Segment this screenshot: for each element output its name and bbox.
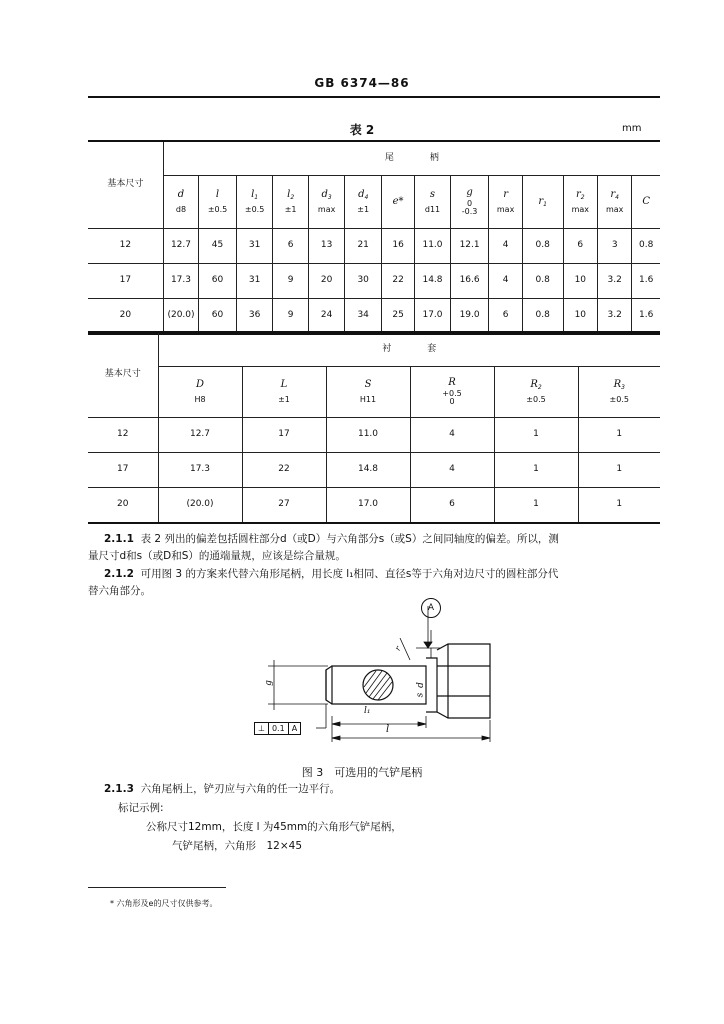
tolerance-value: 0.1	[269, 723, 289, 734]
symbol: d	[177, 189, 185, 201]
para-number: 2.1.3	[104, 783, 134, 795]
para-number: 2.1.1	[104, 533, 134, 545]
table-cell: 1	[578, 418, 660, 453]
table-cell: 1	[578, 453, 660, 488]
tolerance-text-lower: 0	[449, 397, 455, 407]
symbol-subscript: 2	[580, 194, 585, 202]
table-cell: (20.0)	[163, 299, 198, 335]
size-cell: 20	[88, 299, 163, 335]
para-text: 表 2 列出的偏差包括圆柱部分d（或D）与六角部分s（或S）之间同轴度的偏差。所以，测	[140, 533, 559, 545]
column-header	[597, 176, 631, 229]
column-header	[494, 367, 578, 418]
table-cell: 16	[381, 229, 414, 264]
column-header	[158, 367, 242, 418]
table-cell: 4	[489, 229, 522, 264]
symbol-subscript: 1	[543, 200, 547, 208]
column-header	[273, 176, 308, 229]
column-header	[308, 176, 345, 229]
table-row	[88, 488, 660, 524]
table-cell: 4	[489, 264, 522, 299]
table-cell: 1	[494, 453, 578, 488]
symbol: R	[613, 379, 622, 391]
symbol-subscript: 4	[364, 194, 369, 202]
table-cell: 14.8	[415, 264, 450, 299]
header-rule	[88, 96, 660, 98]
column-header	[489, 176, 522, 229]
tolerance-text: max	[571, 204, 589, 214]
example-line-2: 气铲尾柄，六角形 12×45	[172, 840, 303, 852]
symbol: l	[287, 189, 291, 201]
symbol-subscript: 3	[621, 384, 625, 392]
tolerance-text: max	[605, 204, 624, 214]
marking-label: 标记示例:	[118, 802, 164, 814]
column-symbol	[365, 380, 372, 390]
dim-label-l1: l₁	[364, 706, 371, 716]
column-header	[563, 176, 597, 229]
table-cell: 12.7	[158, 418, 242, 453]
table-cell: 34	[345, 299, 382, 335]
column-header	[415, 176, 450, 229]
basic-size-label: 基本尺寸	[88, 141, 163, 229]
table-cell: 1.6	[632, 264, 660, 299]
symbol: d	[321, 189, 328, 201]
symbol: r	[575, 189, 581, 201]
para-text: 六角尾柄上，铲刃应与六角的任一边平行。	[140, 783, 341, 795]
column-symbol	[358, 190, 368, 200]
table-cell: 19.0	[450, 299, 489, 335]
table-cell: 22	[242, 453, 326, 488]
tolerance-text: ±1	[284, 204, 297, 214]
tolerance-text: max	[496, 204, 515, 214]
table-cell: 1	[494, 488, 578, 524]
table-cell: 0.8	[522, 264, 563, 299]
tolerance-datum: A	[291, 724, 298, 733]
column-header	[163, 176, 198, 229]
size-cell: 20	[88, 488, 158, 524]
datum-marker	[421, 598, 441, 618]
table-cell: 10	[563, 264, 597, 299]
symbol: l	[251, 189, 255, 201]
table-cell: 1.6	[632, 299, 660, 335]
footnote-rule	[88, 887, 226, 888]
table-cell: 4	[410, 418, 494, 453]
bush-group-label: 衬 套	[158, 332, 660, 367]
column-header	[326, 367, 410, 418]
column-header	[522, 176, 563, 229]
figure-caption: 图 3 可选用的气铲尾柄	[301, 766, 423, 779]
footnote: * 六角形及e的尺寸仅供参考。	[110, 899, 218, 908]
table-cell: 0.8	[522, 299, 563, 335]
table-cell: 4	[410, 453, 494, 488]
column-header	[410, 367, 494, 418]
column-symbol	[448, 378, 456, 388]
table-row	[88, 264, 660, 299]
tolerance-text: +0.5	[442, 388, 462, 398]
symbol: e*	[392, 195, 404, 207]
dim-label-g: g	[263, 680, 274, 686]
dim-label-d: d	[415, 682, 426, 688]
para-2-1-3	[88, 781, 662, 798]
bush-header-row	[88, 367, 660, 418]
size-cell: 12	[88, 229, 163, 264]
symbol: S	[364, 379, 372, 391]
dim-label-s: s	[415, 692, 426, 698]
table-row	[88, 453, 660, 488]
para-text: 可用图 3 的方案来代替六角形尾柄，用长度 l₁相同、直径s等于六角对边尺寸的圆柱部分代	[140, 568, 559, 580]
table-cell: 13	[308, 229, 345, 264]
table-cell: 6	[273, 229, 308, 264]
table-cell: (20.0)	[158, 488, 242, 524]
tolerance-text: ±1	[357, 204, 370, 214]
column-symbol	[503, 190, 508, 200]
column-symbol	[251, 190, 258, 200]
symbol: C	[642, 195, 651, 207]
table-cell: 60	[199, 299, 237, 335]
table-cell: 6	[410, 488, 494, 524]
table-cell: 0.8	[522, 229, 563, 264]
column-symbol	[538, 197, 547, 207]
column-header	[381, 176, 414, 229]
column-symbol	[178, 190, 184, 200]
tolerance-text: max	[317, 204, 336, 214]
column-symbol	[196, 380, 204, 390]
column-header	[632, 176, 660, 229]
symbol: r	[538, 195, 544, 207]
symbol: g	[466, 187, 473, 199]
table-cell: 21	[345, 229, 382, 264]
table-cell: 31	[236, 264, 273, 299]
symbol: r	[610, 189, 616, 201]
tolerance-text: d8	[175, 204, 187, 214]
basic-size-label: 基本尺寸	[88, 332, 158, 418]
shank-header-row	[88, 176, 660, 229]
table-cell: 45	[199, 229, 237, 264]
table-cell: 17.0	[415, 299, 450, 335]
standard-code: GB 6374—86	[314, 76, 410, 90]
column-symbol	[614, 380, 625, 390]
column-symbol	[322, 190, 332, 200]
symbol: R	[530, 379, 538, 391]
tolerance-text: d11	[424, 204, 441, 214]
symbol: R	[448, 377, 456, 389]
symbol-subscript: 3	[327, 194, 332, 202]
datum-label: A	[427, 603, 435, 613]
table-cell: 60	[199, 264, 237, 299]
table-cell: 31	[236, 229, 273, 264]
tolerance-text: ±1	[278, 394, 290, 404]
tolerance-frame	[254, 722, 301, 735]
dim-label-r: r	[393, 644, 403, 653]
symbol-subscript: 4	[615, 194, 619, 202]
shank-group-row	[88, 141, 660, 176]
table-cell: 27	[242, 488, 326, 524]
table-cell: 3.2	[597, 299, 631, 335]
table-row	[88, 418, 660, 453]
tolerance-text: H8	[194, 394, 206, 404]
symbol-subscript: 2	[537, 384, 542, 392]
bush-table	[88, 331, 660, 524]
example-line-1: 公称尺寸12mm，长度 l 为45mm的六角形气铲尾柄，	[146, 821, 402, 833]
column-symbol	[281, 380, 288, 390]
size-cell: 17	[88, 453, 158, 488]
size-cell: 12	[88, 418, 158, 453]
column-header	[345, 176, 382, 229]
table-cell: 1	[494, 418, 578, 453]
table-cell: 24	[308, 299, 345, 335]
table-cell: 11.0	[415, 229, 450, 264]
table-cell: 25	[381, 299, 414, 335]
symbol: d	[358, 189, 365, 201]
table-cell: 22	[381, 264, 414, 299]
table-cell: 16.6	[450, 264, 489, 299]
tolerance-text-lower: -0.3	[461, 207, 478, 217]
para-2-1-1	[88, 531, 662, 565]
table-cell: 3.2	[597, 264, 631, 299]
column-header	[450, 176, 489, 229]
symbol: l	[215, 189, 220, 201]
column-symbol	[466, 188, 472, 198]
tolerance-text: ±0.5	[526, 394, 546, 404]
column-symbol	[576, 190, 585, 200]
table-cell: 11.0	[326, 418, 410, 453]
table-cell: 17.0	[326, 488, 410, 524]
table-cell: 10	[563, 299, 597, 335]
table-cell: 17.3	[163, 264, 198, 299]
perpendicularity-icon: ⊥	[255, 723, 269, 734]
column-symbol	[642, 197, 650, 207]
column-symbol	[430, 190, 435, 200]
column-symbol	[530, 380, 541, 390]
symbol: r	[503, 189, 508, 201]
tolerance-text: H11	[359, 394, 377, 404]
column-header	[578, 367, 660, 418]
column-header	[199, 176, 237, 229]
shank-table	[88, 140, 660, 335]
tolerance-text: ±0.5	[207, 204, 228, 214]
table-cell: 9	[273, 264, 308, 299]
table-row	[88, 299, 660, 335]
table-cell: 6	[563, 229, 597, 264]
column-symbol	[393, 197, 404, 207]
table-cell: 17.3	[158, 453, 242, 488]
column-symbol	[216, 190, 219, 200]
table-cell: 30	[345, 264, 382, 299]
table-cell: 20	[308, 264, 345, 299]
table-cell: 14.8	[326, 453, 410, 488]
table-title: 表 2	[349, 123, 375, 137]
shank-group-label: 尾 柄	[163, 141, 660, 176]
para-number: 2.1.2	[104, 568, 134, 580]
table-cell: 12.1	[450, 229, 489, 264]
table-cell: 36	[236, 299, 273, 335]
para-text-cont: 替六角部分。	[88, 585, 151, 597]
table-cell: 0.8	[632, 229, 660, 264]
symbol-subscript: 1	[254, 194, 259, 202]
column-symbol	[287, 190, 294, 200]
table-cell: 3	[597, 229, 631, 264]
table-cell: 17	[242, 418, 326, 453]
table-row	[88, 229, 660, 264]
tolerance-text: ±0.5	[244, 204, 265, 214]
tolerance-text: ±0.5	[609, 394, 629, 404]
dim-label-l: l	[386, 724, 390, 735]
symbol-subscript: 2	[290, 194, 295, 202]
para-text-cont: 量尺寸d和s（或D和S）的通端量规，应该是综合量规。	[88, 550, 346, 562]
table-cell: 12.7	[163, 229, 198, 264]
table-cell: 9	[273, 299, 308, 335]
column-header	[242, 367, 326, 418]
column-symbol	[610, 190, 619, 200]
bush-group-row	[88, 332, 660, 367]
size-cell: 17	[88, 264, 163, 299]
tolerance-text: 0	[467, 198, 473, 208]
table-cell: 1	[578, 488, 660, 524]
symbol: D	[195, 379, 205, 391]
para-2-1-2	[88, 566, 662, 600]
column-header	[236, 176, 273, 229]
symbol: L	[280, 379, 288, 391]
symbol: s	[429, 189, 436, 201]
table-unit: mm	[622, 123, 642, 134]
table-cell: 6	[489, 299, 522, 335]
